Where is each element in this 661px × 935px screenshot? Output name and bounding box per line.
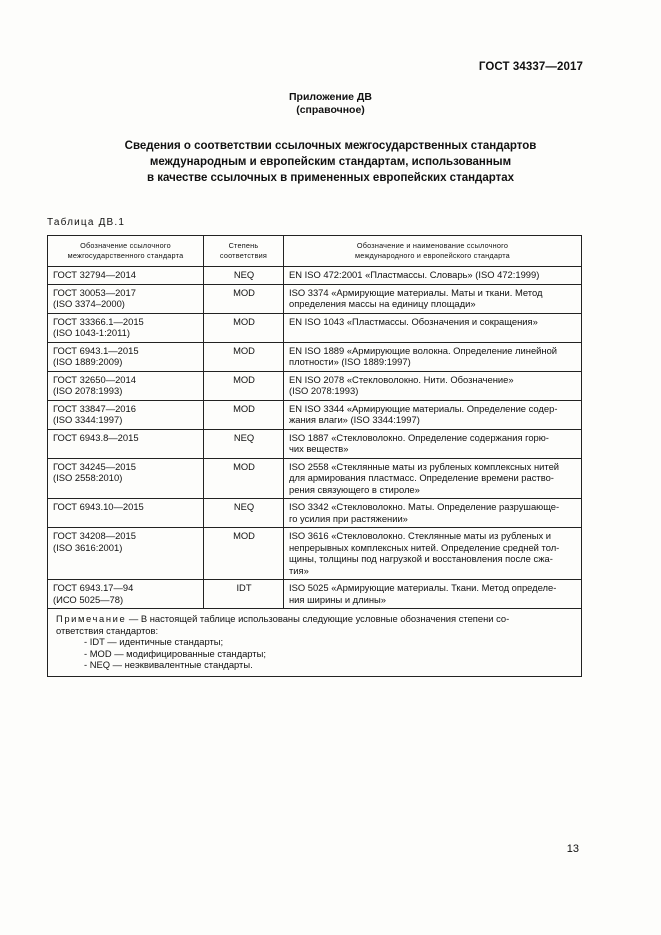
header-line: соответствия <box>219 251 268 260</box>
reference-name-line: жания влаги» (ISO 3344:1997) <box>289 414 420 425</box>
degree-cell: MOD <box>204 284 284 313</box>
heading-line: Сведения о соответствии ссылочных межгосударственных стандартов <box>124 140 537 152</box>
reference-name-cell <box>284 528 582 580</box>
table-row <box>48 429 582 458</box>
reference-name-line: ISO 3342 «Стекловолокно. Маты. Определение разрушающе- <box>289 501 560 512</box>
document-code: ГОСТ 34337—2017 <box>478 61 583 73</box>
table-row <box>48 284 582 313</box>
reference-name-line: EN ISO 472:2001 «Пластмассы. Словарь» (ISO 472:1999) <box>289 269 540 280</box>
reference-name-cell <box>284 400 582 429</box>
degree-cell: NEQ <box>204 267 284 285</box>
reference-name-cell <box>284 371 582 400</box>
degree-cell: MOD <box>204 400 284 429</box>
note-label: Примечание <box>56 613 127 624</box>
standard-designation: (ISO 2558:2010) <box>53 472 123 483</box>
standard-designation: (ISO 1043-1:2011) <box>53 327 130 338</box>
reference-name-cell <box>284 284 582 313</box>
degree-cell: NEQ <box>204 429 284 458</box>
standard-designation: ГОСТ 30053—2017 <box>53 286 136 298</box>
reference-name-line: рения связующего в стироле» <box>289 483 420 495</box>
note-item: - MOD — модифицированные стандарты; <box>84 647 266 659</box>
note-intro <box>56 613 575 625</box>
header-degree <box>204 236 284 267</box>
standard-designation: ГОСТ 6943.17—94 <box>53 582 134 593</box>
header-line: межгосударственного стандарта <box>67 251 184 260</box>
degree-cell: MOD <box>204 371 284 400</box>
reference-name-line: ISO 5025 «Армирующие материалы. Ткани. Метод определе- <box>289 582 557 593</box>
standard-designation: ГОСТ 33366.1—2015 <box>53 315 144 327</box>
table-row <box>48 458 582 499</box>
reference-name-line: (ISO 2078:1993) <box>289 385 359 396</box>
note-text: — В настоящей таблице использованы следующие условные обозначения степени со- <box>126 613 510 624</box>
degree-cell: MOD <box>204 528 284 580</box>
standard-designation: (ISO 3374–2000) <box>53 298 125 309</box>
standard-designation: ГОСТ 6943.10—2015 <box>53 501 144 512</box>
table-row <box>48 267 582 285</box>
reference-name-line: ISO 1887 «Стекловолокно. Определение содержания горю- <box>289 431 549 443</box>
reference-name-line: чих веществ» <box>289 443 349 454</box>
note-row <box>48 609 582 677</box>
standard-designation: ГОСТ 6943.8—2015 <box>53 431 139 443</box>
reference-name-line: ния ширины и длины» <box>289 593 386 605</box>
reference-name-line: EN ISO 1889 «Армирующие волокна. Определение линейной <box>289 344 558 356</box>
standard-designation: (ISO 1889:2009) <box>53 356 123 367</box>
degree-cell: IDT <box>204 580 284 609</box>
standard-cell <box>48 429 204 458</box>
reference-name-cell <box>284 267 582 285</box>
reference-name-line: EN ISO 2078 «Стекловолокно. Нити. Обозначение» <box>289 373 514 385</box>
table-row <box>48 528 582 580</box>
header-line: Обозначение и наименование ссылочного <box>356 241 509 250</box>
standard-designation: ГОСТ 32650—2014 <box>53 373 136 385</box>
standard-cell <box>48 284 204 313</box>
table-header-row <box>48 236 582 267</box>
reference-name-cell <box>284 499 582 528</box>
header-standard <box>48 236 204 267</box>
standard-cell <box>48 400 204 429</box>
degree-cell: NEQ <box>204 499 284 528</box>
reference-name-cell <box>284 313 582 342</box>
reference-name-line: щины, толщины под нагрузкой и восстановления после сжа- <box>289 553 553 564</box>
note-cell <box>48 609 582 677</box>
annex-subtitle: (справочное) <box>296 104 365 116</box>
standard-cell <box>48 499 204 528</box>
heading-line: в качестве ссылочных в примененных европейских стандартах <box>146 172 515 184</box>
standard-cell <box>48 371 204 400</box>
standard-cell <box>48 342 204 371</box>
standard-designation: (ИСО 5025—78) <box>53 593 124 605</box>
standard-cell <box>48 267 204 285</box>
note-item: - IDT — идентичные стандарты; <box>84 636 224 647</box>
reference-name-line: EN ISO 3344 «Армирующие материалы. Определение содер- <box>289 402 558 414</box>
reference-name-cell <box>284 342 582 371</box>
annex-title: Приложение ДВ <box>289 91 372 103</box>
standard-designation: ГОСТ 34208—2015 <box>53 530 136 541</box>
standard-designation: (ISO 3616:2001) <box>53 541 123 553</box>
reference-name-line: EN ISO 1043 «Пластмассы. Обозначения и сокращения» <box>289 315 538 327</box>
page-number: 13 <box>566 843 579 855</box>
standard-designation: (ISO 2078:1993) <box>53 385 123 396</box>
reference-name-cell <box>284 458 582 499</box>
note-item: - NEQ — неэквивалентные стандарты. <box>84 659 253 670</box>
header-line: Степень <box>228 241 259 250</box>
header-line: Обозначение ссылочного <box>80 241 171 250</box>
header-line: международного и европейского стандарта <box>355 251 510 260</box>
degree-cell: MOD <box>204 458 284 499</box>
reference-name-cell <box>284 580 582 609</box>
reference-name-line: го усилия при растяжении» <box>289 512 408 524</box>
table-row <box>48 342 582 371</box>
standard-designation: ГОСТ 34245—2015 <box>53 460 136 472</box>
correspondence-table <box>47 235 582 677</box>
reference-name-line: ISO 3616 «Стекловолокно. Стеклянные маты из рубленых и <box>289 530 552 541</box>
reference-name-cell <box>284 429 582 458</box>
standard-designation: ГОСТ 32794—2014 <box>53 269 136 280</box>
table-row <box>48 313 582 342</box>
note-list <box>56 636 575 671</box>
standard-designation: ГОСТ 6943.1—2015 <box>53 344 139 356</box>
table-row <box>48 499 582 528</box>
reference-name-line: плотности» (ISO 1889:1997) <box>289 356 411 367</box>
standard-designation: (ISO 3344:1997) <box>53 414 123 425</box>
standard-designation: ГОСТ 33847—2016 <box>53 402 136 414</box>
table-row <box>48 580 582 609</box>
standard-cell <box>48 580 204 609</box>
table-row <box>48 400 582 429</box>
reference-name-line: непрерывных комплексных нитей. Определение средней тол- <box>289 541 560 553</box>
reference-name-line: определения массы на единицу площади» <box>289 298 476 309</box>
table-row <box>48 371 582 400</box>
reference-name-line: ISO 3374 «Армирующие материалы. Маты и ткани. Метод <box>289 286 543 298</box>
reference-name-line: ISO 2558 «Стеклянные маты из рубленых комплексных нитей <box>289 460 560 472</box>
standard-cell <box>48 313 204 342</box>
section-heading <box>60 138 601 186</box>
standard-cell <box>48 458 204 499</box>
degree-cell: MOD <box>204 313 284 342</box>
standard-cell <box>48 528 204 580</box>
reference-name-line: тия» <box>289 564 309 576</box>
note-text-cont: ответствия стандартов: <box>56 624 159 636</box>
header-name <box>284 236 582 267</box>
reference-name-line: для армирования пластмасс. Определение времени раство- <box>289 472 554 483</box>
degree-cell: MOD <box>204 342 284 371</box>
table-caption: Таблица ДВ.1 <box>47 217 126 228</box>
heading-line: международным и европейским стандартам, использованным <box>149 156 512 168</box>
